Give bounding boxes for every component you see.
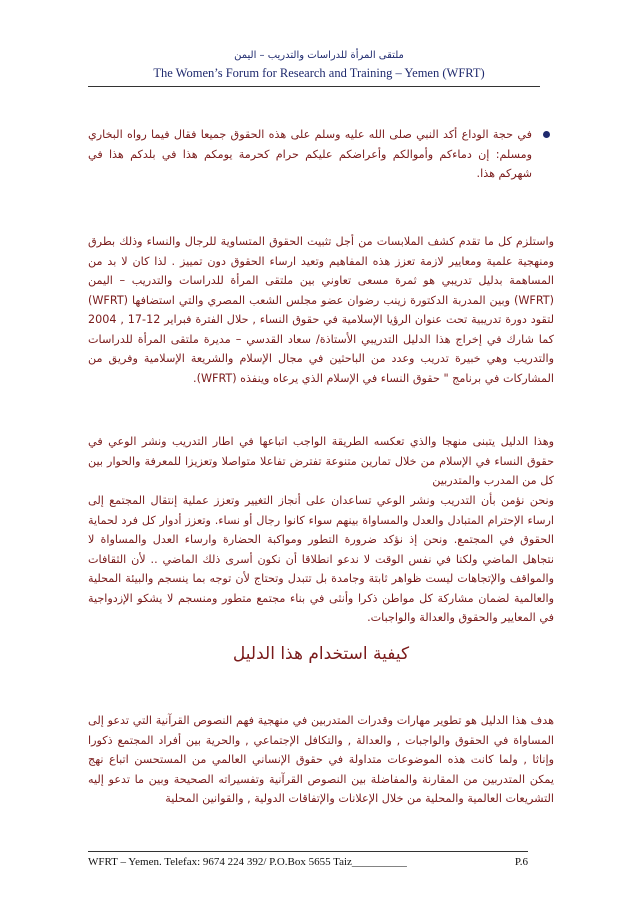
footer-contact: WFRT – Yemen. Telefax: 9674 224 392/ P.O.Box 5655 Taiz__________ <box>88 856 407 868</box>
header-english-title: The Women’s Forum for Research and Training – Yemen (WFRT) <box>153 66 485 80</box>
bullet-paragraph <box>88 125 554 184</box>
section-heading: كيفية استخدام هذا الدليل <box>232 644 410 664</box>
paragraph-guide-goal: هدف هذا الدليل هو تطوير مهارات وقدرات المتدربين في منهجية فهم النصوص القرآنية التي تدعو إلى المساواة في الحقوق والواجبات , والعدالة , والتكافل الإجتماعي , والحرية بين أفراد المجتمع ذكورا وإناثا , ولما كانت هذه الموضوعات متداولة في حقوق الإنساني العالمي من المستحسن اتباع نهج يمكن المتدربين من المقارنة والمفاضلة بين النصوص القرآنية وتفسيراته الصحيحة وبين ما تدعو إليه التشريعات العالمية والمحلية من خلال الإعلانات والإتفاقات الدولية , والقوانين المحلية <box>88 714 554 805</box>
paragraph-guide-method: وهذا الدليل يتبنى منهجا والذي تعكسه الطريقة الواجب اتباعها في اطار التدريب ونشر الوعي في حقوق النساء في الإسلام من خلال تمارين متنوعة تفترض تفاعلا متواصلا وتعزيزا للمعرفة والحوار بين كل من المدرب والمتدربين <box>88 435 554 487</box>
header-divider <box>88 86 540 87</box>
header-arabic-title: ملتقى المرأة للدراسات والتدريب – اليمن <box>234 50 404 61</box>
footer-divider <box>88 851 528 852</box>
paragraph-guide-origin: واستلزم كل ما تقدم كشف الملابسات من أجل تثبيت الحقوق المتساوية للرجال والنساء وذلك بطرق ومنهجية علمية ومعايير لازمة تعزز هذه المفاهيم وتعيد ارساء الحقوق دون تمييز . لذا كان لا بد من المساهمة بدليل تدريبي هو ثمرة مسعى تعاوني بين ملتقى المرأة للدراسات والتدريب – اليمن (WFRT) وبين المدربة الدكتورة زينب رضوان عضو مجلس الشعب المصري والتي استضافها (WFRT) لتقود دورة تدريبية تحت عنوان الرؤيا الإسلامية في حقوق النساء , حلال الفترة فبراير 12-17 , 2004 كما شارك في إخراج هذا الدليل التدريبي الأستاذة/ سعاد القدسي – مديرة ملتقى المرأة للدراسات والتدريب وهي خبيرة تدريب وعدد من الباحثين في مجال الإسلام والشريعة الإسلامية وفريق من المشاركات في برنامج " حقوق النساء في الإسلام الذي يرعاه وينفذه (WFRT). <box>88 235 554 385</box>
page-footer <box>88 856 528 868</box>
bullet-paragraph-text: في حجة الوداع أكد النبي صلى الله عليه وسلم على هذه الحقوق جميعا فقال فيما رواه البخاري ومسلم: إن دماءكم وأموالكم وأعراضكم عليكم حرام كحرمة يومكم هذا في بلدكم هذا في شهركم هذا. <box>88 128 532 180</box>
paragraph-beliefs: ونحن نؤمن بأن التدريب ونشر الوعي تساعدان على أنجاز التغيير وتعزز عملية إنتقال المجتمع إلى ارساء الإحترام المتبادل والعدل والمساواة بينهم سواء كانوا رجال أو نساء. وتعزز أدوار كل فرد لحماية الحقوق في المجتمع. ونحن إذ نؤكد ضرورة التطور ومواكبة الحضارة وارساء العدل والمساواة لا نتجاهل الماضي ولكنا في نفس الوقت لا ندعو انطلاقا أن نكون أسرى ذلك الماضي .. لأن الثقافات والمواقف والإتجاهات ليست ظواهر ثابتة وجامدة بل تتبدل وتحتاج لأن توجه بما ينسجم والبيئة المحلية والعالمية لضمان مشاركة كل مواطن ذكرا وأنثى في بناء مجتمع متطور ومنسجم لا يشكو الإزدواجية في المعايير والحقوق والعدالة والواجبات. <box>88 494 554 624</box>
page-number: P.6 <box>514 856 528 868</box>
bullet-icon <box>543 131 550 138</box>
